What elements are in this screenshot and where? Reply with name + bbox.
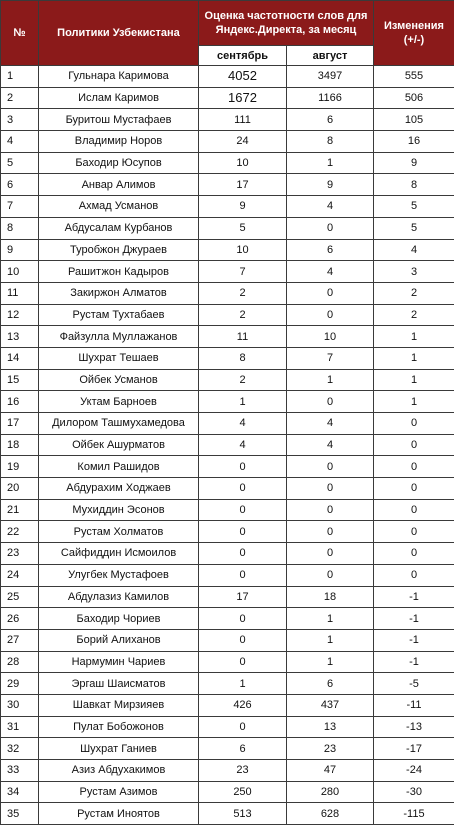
politician-name-cell: Азиз Абдухакимов (39, 760, 199, 782)
august-value-cell: 1 (287, 152, 374, 174)
august-value-cell: 23 (287, 738, 374, 760)
september-value-cell: 250 (199, 781, 287, 803)
row-number-cell: 25 (1, 586, 39, 608)
row-number-cell: 29 (1, 673, 39, 695)
change-value-cell: 2 (374, 304, 454, 326)
politician-name-cell: Шухрат Ганиев (39, 738, 199, 760)
september-value-cell: 426 (199, 694, 287, 716)
table-row (1, 66, 454, 88)
row-number-cell: 7 (1, 196, 39, 218)
header-august: август (287, 46, 374, 66)
table-row (1, 586, 454, 608)
row-number-cell: 6 (1, 174, 39, 196)
politician-name-cell: Гульнара Каримова (39, 66, 199, 88)
row-number-cell: 30 (1, 694, 39, 716)
table-row (1, 629, 454, 651)
row-number-cell: 23 (1, 543, 39, 565)
header-frequency-estimate: Оценка частотности слов для Яндекс.Директа, за месяц (199, 1, 374, 46)
table-row (1, 434, 454, 456)
politician-name-cell: Файзулла Муллажанов (39, 326, 199, 348)
august-value-cell: 18 (287, 586, 374, 608)
politician-name-cell: Шавкат Мирзияев (39, 694, 199, 716)
change-value-cell: -30 (374, 781, 454, 803)
table-row (1, 694, 454, 716)
row-number-cell: 5 (1, 152, 39, 174)
august-value-cell: 0 (287, 304, 374, 326)
table-row (1, 543, 454, 565)
change-value-cell: 3 (374, 261, 454, 283)
change-value-cell: -1 (374, 651, 454, 673)
september-value-cell: 24 (199, 131, 287, 153)
september-value-cell: 0 (199, 456, 287, 478)
change-value-cell: -5 (374, 673, 454, 695)
table-row (1, 673, 454, 695)
september-value-cell: 0 (199, 478, 287, 500)
september-value-cell: 6 (199, 738, 287, 760)
table-row (1, 478, 454, 500)
september-value-cell: 0 (199, 651, 287, 673)
august-value-cell: 1166 (287, 87, 374, 109)
table-body (1, 66, 454, 825)
row-number-cell: 1 (1, 66, 39, 88)
politician-name-cell: Улугбек Мустафоев (39, 564, 199, 586)
august-value-cell: 0 (287, 391, 374, 413)
table-row (1, 196, 454, 218)
politician-name-cell: Абдурахим Ходжаев (39, 478, 199, 500)
september-value-cell: 4 (199, 434, 287, 456)
change-value-cell: 506 (374, 87, 454, 109)
row-number-cell: 16 (1, 391, 39, 413)
row-number-cell: 12 (1, 304, 39, 326)
table-row (1, 499, 454, 521)
politician-name-cell: Рустам Холматов (39, 521, 199, 543)
september-value-cell: 0 (199, 608, 287, 630)
politician-name-cell: Дилором Ташмухамедова (39, 413, 199, 435)
september-value-cell: 0 (199, 543, 287, 565)
table-row (1, 391, 454, 413)
table-row (1, 87, 454, 109)
august-value-cell: 9 (287, 174, 374, 196)
september-value-cell: 4052 (199, 66, 287, 88)
change-value-cell: 0 (374, 434, 454, 456)
change-value-cell: 0 (374, 456, 454, 478)
september-value-cell: 9 (199, 196, 287, 218)
row-number-cell: 11 (1, 282, 39, 304)
september-value-cell: 2 (199, 369, 287, 391)
table-row (1, 738, 454, 760)
august-value-cell: 6 (287, 673, 374, 695)
table-row (1, 413, 454, 435)
politician-name-cell: Пулат Бобожонов (39, 716, 199, 738)
politician-name-cell: Мухиддин Эсонов (39, 499, 199, 521)
september-value-cell: 11 (199, 326, 287, 348)
row-number-cell: 35 (1, 803, 39, 825)
september-value-cell: 1672 (199, 87, 287, 109)
august-value-cell: 10 (287, 326, 374, 348)
row-number-cell: 19 (1, 456, 39, 478)
change-value-cell: 16 (374, 131, 454, 153)
politician-name-cell: Закиржон Алматов (39, 282, 199, 304)
change-value-cell: -1 (374, 586, 454, 608)
table-row (1, 109, 454, 131)
september-value-cell: 2 (199, 282, 287, 304)
change-value-cell: 0 (374, 543, 454, 565)
august-value-cell: 6 (287, 239, 374, 261)
row-number-cell: 18 (1, 434, 39, 456)
change-value-cell: -115 (374, 803, 454, 825)
change-value-cell: -17 (374, 738, 454, 760)
row-number-cell: 21 (1, 499, 39, 521)
change-value-cell: 0 (374, 499, 454, 521)
september-value-cell: 10 (199, 239, 287, 261)
row-number-cell: 2 (1, 87, 39, 109)
september-value-cell: 5 (199, 217, 287, 239)
row-number-cell: 28 (1, 651, 39, 673)
august-value-cell: 0 (287, 282, 374, 304)
september-value-cell: 0 (199, 564, 287, 586)
politician-name-cell: Туробжон Джураев (39, 239, 199, 261)
table-row (1, 347, 454, 369)
row-number-cell: 14 (1, 347, 39, 369)
table-row (1, 326, 454, 348)
change-value-cell: 1 (374, 369, 454, 391)
august-value-cell: 0 (287, 217, 374, 239)
politician-name-cell: Ойбек Ашурматов (39, 434, 199, 456)
august-value-cell: 1 (287, 369, 374, 391)
politician-name-cell: Нармумин Чариев (39, 651, 199, 673)
table-row (1, 781, 454, 803)
table-row (1, 174, 454, 196)
change-value-cell: 5 (374, 196, 454, 218)
change-value-cell: 0 (374, 521, 454, 543)
row-number-cell: 9 (1, 239, 39, 261)
august-value-cell: 437 (287, 694, 374, 716)
table-row (1, 803, 454, 825)
change-value-cell: 105 (374, 109, 454, 131)
september-value-cell: 0 (199, 521, 287, 543)
change-value-cell: -11 (374, 694, 454, 716)
table-row (1, 521, 454, 543)
september-value-cell: 17 (199, 586, 287, 608)
change-value-cell: 1 (374, 326, 454, 348)
row-number-cell: 15 (1, 369, 39, 391)
row-number-cell: 31 (1, 716, 39, 738)
september-value-cell: 7 (199, 261, 287, 283)
august-value-cell: 7 (287, 347, 374, 369)
september-value-cell: 0 (199, 716, 287, 738)
change-value-cell: 0 (374, 413, 454, 435)
row-number-cell: 24 (1, 564, 39, 586)
september-value-cell: 1 (199, 673, 287, 695)
table-row (1, 651, 454, 673)
september-value-cell: 2 (199, 304, 287, 326)
politician-name-cell: Эргаш Шаисматов (39, 673, 199, 695)
row-number-cell: 17 (1, 413, 39, 435)
politician-name-cell: Уктам Барноев (39, 391, 199, 413)
politician-name-cell: Рустам Азимов (39, 781, 199, 803)
table-row (1, 760, 454, 782)
politician-name-cell: Ахмад Усманов (39, 196, 199, 218)
september-value-cell: 513 (199, 803, 287, 825)
table-row (1, 217, 454, 239)
header-politicians: Политики Узбекистана (39, 1, 199, 66)
august-value-cell: 4 (287, 261, 374, 283)
row-number-cell: 34 (1, 781, 39, 803)
august-value-cell: 6 (287, 109, 374, 131)
row-number-cell: 10 (1, 261, 39, 283)
change-value-cell: 2 (374, 282, 454, 304)
row-number-cell: 20 (1, 478, 39, 500)
change-value-cell: 0 (374, 478, 454, 500)
change-value-cell: -1 (374, 608, 454, 630)
politician-name-cell: Баходир Юсупов (39, 152, 199, 174)
august-value-cell: 1 (287, 629, 374, 651)
table-row (1, 716, 454, 738)
politician-name-cell: Комил Рашидов (39, 456, 199, 478)
header-number: № (1, 1, 39, 66)
change-value-cell: 555 (374, 66, 454, 88)
table-header (1, 1, 454, 66)
august-value-cell: 0 (287, 499, 374, 521)
politician-name-cell: Борий Алиханов (39, 629, 199, 651)
politician-name-cell: Рашитжон Кадыров (39, 261, 199, 283)
header-change: Изменения (+/-) (374, 1, 454, 66)
row-number-cell: 26 (1, 608, 39, 630)
table-row (1, 282, 454, 304)
september-value-cell: 10 (199, 152, 287, 174)
september-value-cell: 17 (199, 174, 287, 196)
row-number-cell: 33 (1, 760, 39, 782)
august-value-cell: 280 (287, 781, 374, 803)
politician-name-cell: Рустам Иноятов (39, 803, 199, 825)
change-value-cell: 1 (374, 391, 454, 413)
change-value-cell: -13 (374, 716, 454, 738)
politician-name-cell: Абдусалам Курбанов (39, 217, 199, 239)
table-row (1, 456, 454, 478)
row-number-cell: 4 (1, 131, 39, 153)
row-number-cell: 27 (1, 629, 39, 651)
politician-name-cell: Ислам Каримов (39, 87, 199, 109)
change-value-cell: -1 (374, 629, 454, 651)
politician-name-cell: Баходир Чориев (39, 608, 199, 630)
change-value-cell: -24 (374, 760, 454, 782)
september-value-cell: 0 (199, 629, 287, 651)
row-number-cell: 32 (1, 738, 39, 760)
august-value-cell: 0 (287, 456, 374, 478)
table-row (1, 304, 454, 326)
table-row (1, 608, 454, 630)
politician-name-cell: Рустам Тухтабаев (39, 304, 199, 326)
august-value-cell: 4 (287, 413, 374, 435)
august-value-cell: 0 (287, 564, 374, 586)
august-value-cell: 4 (287, 434, 374, 456)
august-value-cell: 1 (287, 608, 374, 630)
politician-name-cell: Ойбек Усманов (39, 369, 199, 391)
table-row (1, 564, 454, 586)
table-row (1, 131, 454, 153)
table-row (1, 152, 454, 174)
row-number-cell: 22 (1, 521, 39, 543)
politician-name-cell: Абдулазиз Камилов (39, 586, 199, 608)
politician-name-cell: Шухрат Тешаев (39, 347, 199, 369)
august-value-cell: 628 (287, 803, 374, 825)
politician-name-cell: Буритош Мустафаев (39, 109, 199, 131)
august-value-cell: 0 (287, 521, 374, 543)
header-september: сентябрь (199, 46, 287, 66)
politician-name-cell: Сайфиддин Исмоилов (39, 543, 199, 565)
august-value-cell: 1 (287, 651, 374, 673)
change-value-cell: 0 (374, 564, 454, 586)
august-value-cell: 0 (287, 478, 374, 500)
september-value-cell: 111 (199, 109, 287, 131)
august-value-cell: 47 (287, 760, 374, 782)
table-row (1, 369, 454, 391)
row-number-cell: 8 (1, 217, 39, 239)
september-value-cell: 1 (199, 391, 287, 413)
row-number-cell: 13 (1, 326, 39, 348)
september-value-cell: 8 (199, 347, 287, 369)
september-value-cell: 23 (199, 760, 287, 782)
change-value-cell: 8 (374, 174, 454, 196)
table-row (1, 261, 454, 283)
change-value-cell: 4 (374, 239, 454, 261)
politician-name-cell: Владимир Норов (39, 131, 199, 153)
august-value-cell: 0 (287, 543, 374, 565)
change-value-cell: 9 (374, 152, 454, 174)
politician-name-cell: Анвар Алимов (39, 174, 199, 196)
august-value-cell: 8 (287, 131, 374, 153)
change-value-cell: 5 (374, 217, 454, 239)
september-value-cell: 4 (199, 413, 287, 435)
august-value-cell: 4 (287, 196, 374, 218)
change-value-cell: 1 (374, 347, 454, 369)
august-value-cell: 13 (287, 716, 374, 738)
september-value-cell: 0 (199, 499, 287, 521)
table-row (1, 239, 454, 261)
row-number-cell: 3 (1, 109, 39, 131)
august-value-cell: 3497 (287, 66, 374, 88)
